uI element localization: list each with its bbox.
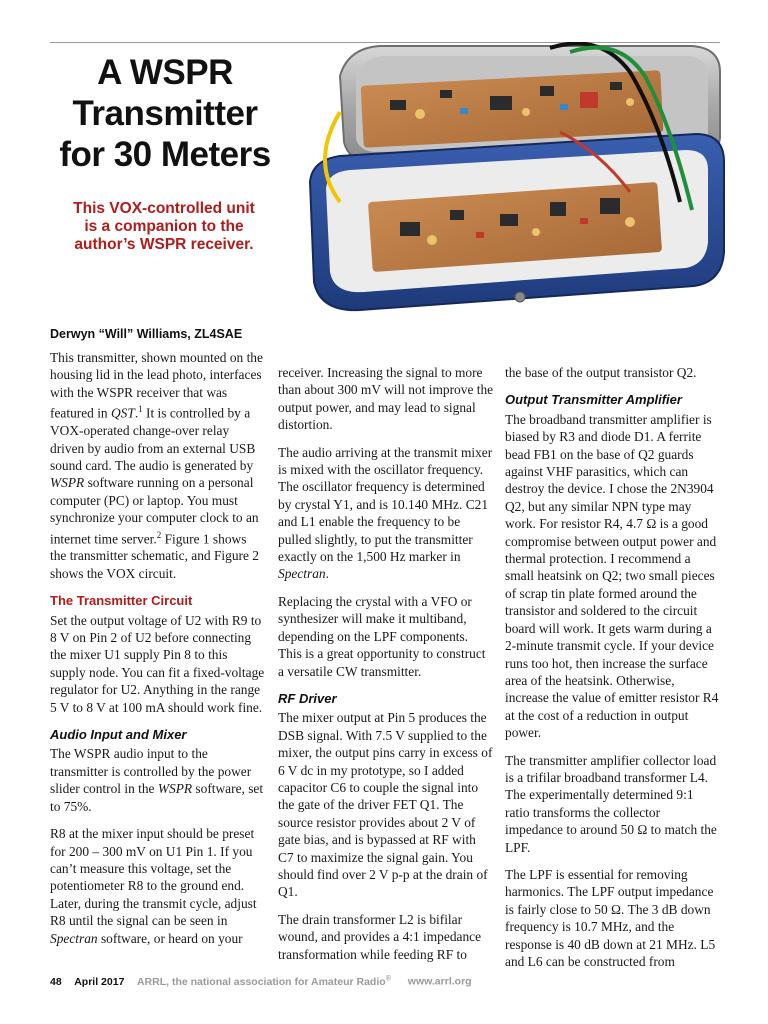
paragraph: Replacing the crystal with a VFO or synthesizer will make it multiband, depending on the LPF components. This is a great opportunity to construct a versatile CW transmitter. (278, 593, 486, 679)
paragraph: The LPF is essential for removing harmonics. The LPF output impedance is fairly close to 50 Ω. The 3 dB down frequency is 10.7 MHz, and the response is 40 dB down at 21 MHz. L5 and L6 can be constructed from (505, 866, 716, 969)
paragraph: R8 at the mixer input should be preset for 200 – 300 mV on U1 Pin 1. If you can’t measure this voltage, set the potentiometer R8 to the ground end. Later, during the transmit cycle, adjust R8 until the signal can be seen in Spectran software, or heard on your (50, 826, 257, 946)
section-heading-audio-mixer: Audio Input and Mixer (50, 727, 187, 743)
article-subtitle (50, 200, 278, 254)
paragraph: The broadband transmitter amplifier is biased by R3 and diode D1. A ferrite bead FB1 on the base of Q2 guards against VHF parasitics, which can destroy the device. I chose the 2N3904 Q2, but any similar NPN type may work. For resistor R4, 4.7 Ω is a good compromise between output power and thermal protection. I recommend a small heatsink on Q2; two small pieces of scrap tin plate formed around the transistor and soldered to the circuit board will work. It gets warm during a 2-minute transmit cycle. If your device runs too hot, then increase the surface area of the heatsink. Otherwise, increase the value of emitter resistor R4 at the cost of a reduction in output power. (505, 411, 719, 741)
paragraph: This transmitter, shown mounted on the housing lid in the lead photo, interfaces with the WSPR receiver that was featured in QST.$^1$ It is controlled by a VOX-operated change-over relay driven by audio from an external USB sound card. The audio is generated by WSPR software running on a personal computer (PC) or laptop. You must synchronize your computer clock to an internet time server.$^2$ Figure 1 shows the transmitter schematic, and Figure 2 shows the VOX circuit. (50, 350, 263, 581)
paragraph: The mixer output at Pin 5 produces the DSB signal. With 7.5 V supplied to the mixer, the output pins carry in excess of 6 V dc in my prototype, so I added capacitor C6 to couple the signal into the gate of the driver FET Q1. The source resistor provides about 2 V of gate bias, and is bypassed at RF with C7 to maximize the signal gain. You should find over 2 V p-p at the drain of Q1. (278, 710, 493, 900)
paragraph: The audio arriving at the transmit mixer is mixed with the oscillator frequency. The oscillator frequency is determined by crystal Y1, and is 10.140 MHz. C21 and L1 enable the frequency to be pulled slightly, to put the transmitter exactly on the 1,500 Hz marker in Spectran. (278, 444, 493, 582)
paragraph: The transmitter amplifier collector load is a trifilar broadband transformer L4. The experimentally determined 9:1 ratio transforms the collector impedance to around 50 Ω to match the LPF. (505, 752, 717, 855)
paragraph: the base of the output transistor Q2. (505, 365, 697, 380)
title-line-1: A WSPR (97, 53, 233, 92)
page-footer (50, 975, 720, 988)
subtitle-line-1: This VOX-controlled unit (73, 200, 255, 217)
text-column-2 (278, 364, 494, 973)
section-heading-transmitter-circuit: The Transmitter Circuit (50, 593, 193, 609)
page-number: 48 (50, 975, 62, 988)
title-line-3: for 30 Meters (59, 135, 271, 174)
section-heading-output-amplifier: Output Transmitter Amplifier (505, 392, 682, 408)
footnote-ref: 1 (138, 404, 143, 415)
publisher-tagline: ARRL, the national association for Amateur Radio® (136, 975, 391, 988)
paragraph: receiver. Increasing the signal to more than about 300 mV will not improve the output power, and may lead to signal distortion. (278, 365, 494, 433)
section-heading-rf-driver: RF Driver (278, 690, 337, 706)
website-link[interactable]: www.arrl.org (407, 975, 472, 988)
paragraph: The WSPR audio input to the transmitter is controlled by the power slider control in the WSPR software, set to 75%. (50, 746, 264, 814)
subtitle-line-3: author’s WSPR receiver. (74, 236, 254, 253)
title-line-2: Transmitter (72, 94, 258, 133)
article-title (40, 52, 290, 175)
issue-date: April 2017 (74, 975, 125, 988)
text-column-1 (50, 349, 266, 957)
author-byline: Derwyn “Will” Williams, ZL4SAE (50, 327, 243, 341)
footnote-ref: 2 (156, 529, 162, 540)
text-column-3 (505, 364, 721, 980)
paragraph: Set the output voltage of U2 with R9 to 8 V on Pin 2 of U2 before connecting the mixer U1 supply Pin 8 to this supply node. You can fit a fixed-voltage regulator for U2. Anything in the range 5 V to 8 V at 100 mA should work fine. (50, 612, 265, 715)
transmitter-in-tin-photo (300, 42, 728, 314)
subtitle-line-2: is a companion to the (84, 218, 244, 235)
paragraph: The drain transformer L2 is bifilar wound, and provides a 4:1 impedance transformation while feeding RF to (278, 911, 482, 962)
